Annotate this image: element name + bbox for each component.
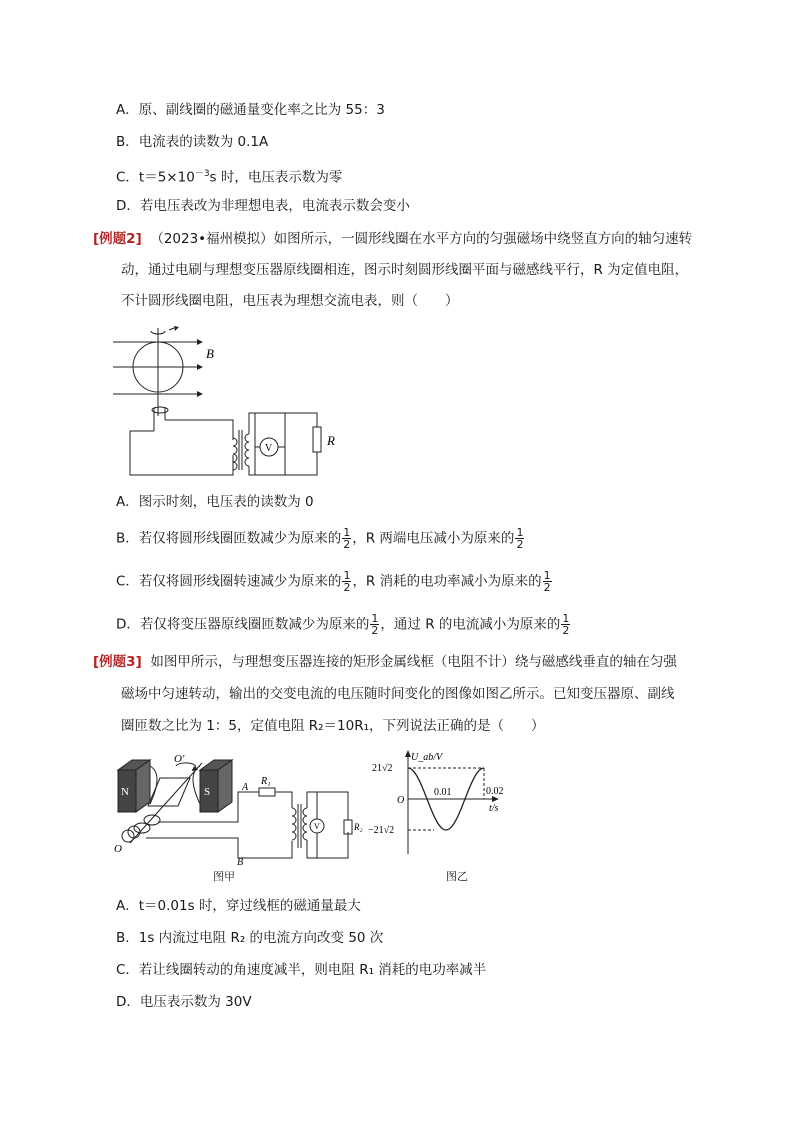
ex2-option-b-pre: B．若仅将圆形线圈匝数减少为原来的 <box>116 530 342 547</box>
frac-den: 2 <box>516 538 524 551</box>
fraction-half <box>370 613 379 636</box>
ex2-option-b <box>116 527 525 550</box>
ex3-text1: 如图甲所示，与理想变压器连接的矩形金属线框（电阻不计）绕与磁感线垂直的轴在匀强 <box>150 654 677 670</box>
y-axis-label: U_ab/V <box>411 752 443 763</box>
q1-option-c-post: s 时，电压表示数为零 <box>209 169 343 186</box>
frac-den: 2 <box>562 624 570 637</box>
ex3-figure-jia <box>110 748 363 868</box>
ex2-option-a: A．图示时刻，电压表的读数为 0 <box>116 494 314 510</box>
frac-num: 1 <box>543 569 551 582</box>
frac-den: 2 <box>343 538 351 551</box>
ex2-option-c <box>116 570 553 593</box>
magnet-s-label: S <box>204 786 211 798</box>
frac-num: 1 <box>516 526 524 539</box>
ex2-text1: （2023•福州模拟）如图所示，一圆形线圈在水平方向的匀强磁场中绕竖直方向的轴匀速转 <box>150 231 693 247</box>
fraction-half <box>342 570 351 593</box>
ex3-option-b: B．1s 内流过电阻 R₂ 的电流方向改变 50 次 <box>116 930 384 946</box>
x-axis-label: t/s <box>489 803 499 814</box>
q1-option-c-sup: －3 <box>194 169 210 179</box>
q1-option-c-pre: C．t＝5×10 <box>116 169 195 186</box>
frac-den: 2 <box>343 581 351 594</box>
ex2-option-d-mid: ，通过 R 的电流减小为原来的 <box>380 616 561 633</box>
ex3-option-a: A．t＝0.01s 时，穿过线框的磁通量最大 <box>116 898 361 914</box>
q1-option-a: A．原、副线圈的磁通量变化率之比为 55：3 <box>116 102 385 118</box>
ex2-option-d <box>116 613 571 636</box>
voltmeter-label: V <box>314 822 320 831</box>
ex3-line2: 磁场中匀速转动，输出的交变电流的电压随时间变化的图像如图乙所示。已知变压器原、副线 <box>121 686 675 702</box>
ex2-fig-r-label: R <box>327 433 335 448</box>
q1-option-d: D．若电压表改为非理想电表，电流表示数会变小 <box>116 198 410 214</box>
frac-num: 1 <box>343 526 351 539</box>
frac-num: 1 <box>343 569 351 582</box>
magnet-n-label: N <box>121 786 129 798</box>
r1-label: R₁ <box>261 776 271 787</box>
ex2-fig-v-label: V <box>265 443 273 454</box>
ex3-line3: 圈匝数之比为 1：5，定值电阻 R₂＝10R₁，下列说法正确的是（ ） <box>121 718 545 734</box>
ex2-tag: [例题2] <box>93 231 142 247</box>
terminal-b-label: B <box>237 857 244 868</box>
frac-den: 2 <box>371 624 379 637</box>
ex2-line3: 不计圆形线圈电阻，电压表为理想交流电表，则（ ） <box>121 293 459 309</box>
r2-label: R₂ <box>354 822 363 832</box>
y-tick-top: 21√2 <box>372 763 393 774</box>
ex2-figure <box>105 320 345 480</box>
ex2-option-c-mid: ，R 消耗的电功率减小为原来的 <box>352 573 542 590</box>
ex3-option-c: C．若让线圈转动的角速度减半，则电阻 R₁ 消耗的电功率减半 <box>116 962 487 978</box>
terminal-a-label: A <box>242 782 249 793</box>
frac-num: 1 <box>371 612 379 625</box>
x-tick-1: 0.01 <box>434 787 452 798</box>
fraction-half <box>561 613 570 636</box>
ex3-line1 <box>93 652 677 672</box>
fig-jia-caption: 图甲 <box>213 870 235 883</box>
fraction-half <box>342 527 351 550</box>
ex2-line1 <box>93 229 692 249</box>
ex2-line2: 动，通过电刷与理想变压器原线圈相连，图示时刻圆形线圈平面与磁感线平行，R 为定值电阻， <box>121 262 689 278</box>
ex2-option-b-mid: ，R 两端电压减小为原来的 <box>352 530 515 547</box>
fraction-half <box>515 527 524 550</box>
origin-label: O <box>397 795 405 806</box>
q1-option-c <box>116 164 342 188</box>
frac-den: 2 <box>543 581 551 594</box>
ex2-option-d-pre: D．若仅将变压器原线圈匝数减少为原来的 <box>116 616 370 633</box>
frac-num: 1 <box>562 612 570 625</box>
y-tick-bottom: −21√2 <box>368 825 395 836</box>
ex2-option-c-pre: C．若仅将圆形线圈转速减少为原来的 <box>116 573 342 590</box>
fig-yi-caption: 图乙 <box>446 870 468 883</box>
ex3-option-d: D．电压表示数为 30V <box>116 994 252 1010</box>
axis-o-prime-label: O′ <box>174 753 185 765</box>
fraction-half <box>543 570 552 593</box>
x-tick-2: 0.02 <box>486 786 504 797</box>
ex3-tag: [例题3] <box>93 654 142 670</box>
ex3-figure-yi-chart <box>368 750 528 862</box>
q1-option-b: B．电流表的读数为 0.1A <box>116 134 269 150</box>
axis-o-label: O <box>114 843 122 855</box>
ex2-fig-b-label: B <box>206 346 214 361</box>
